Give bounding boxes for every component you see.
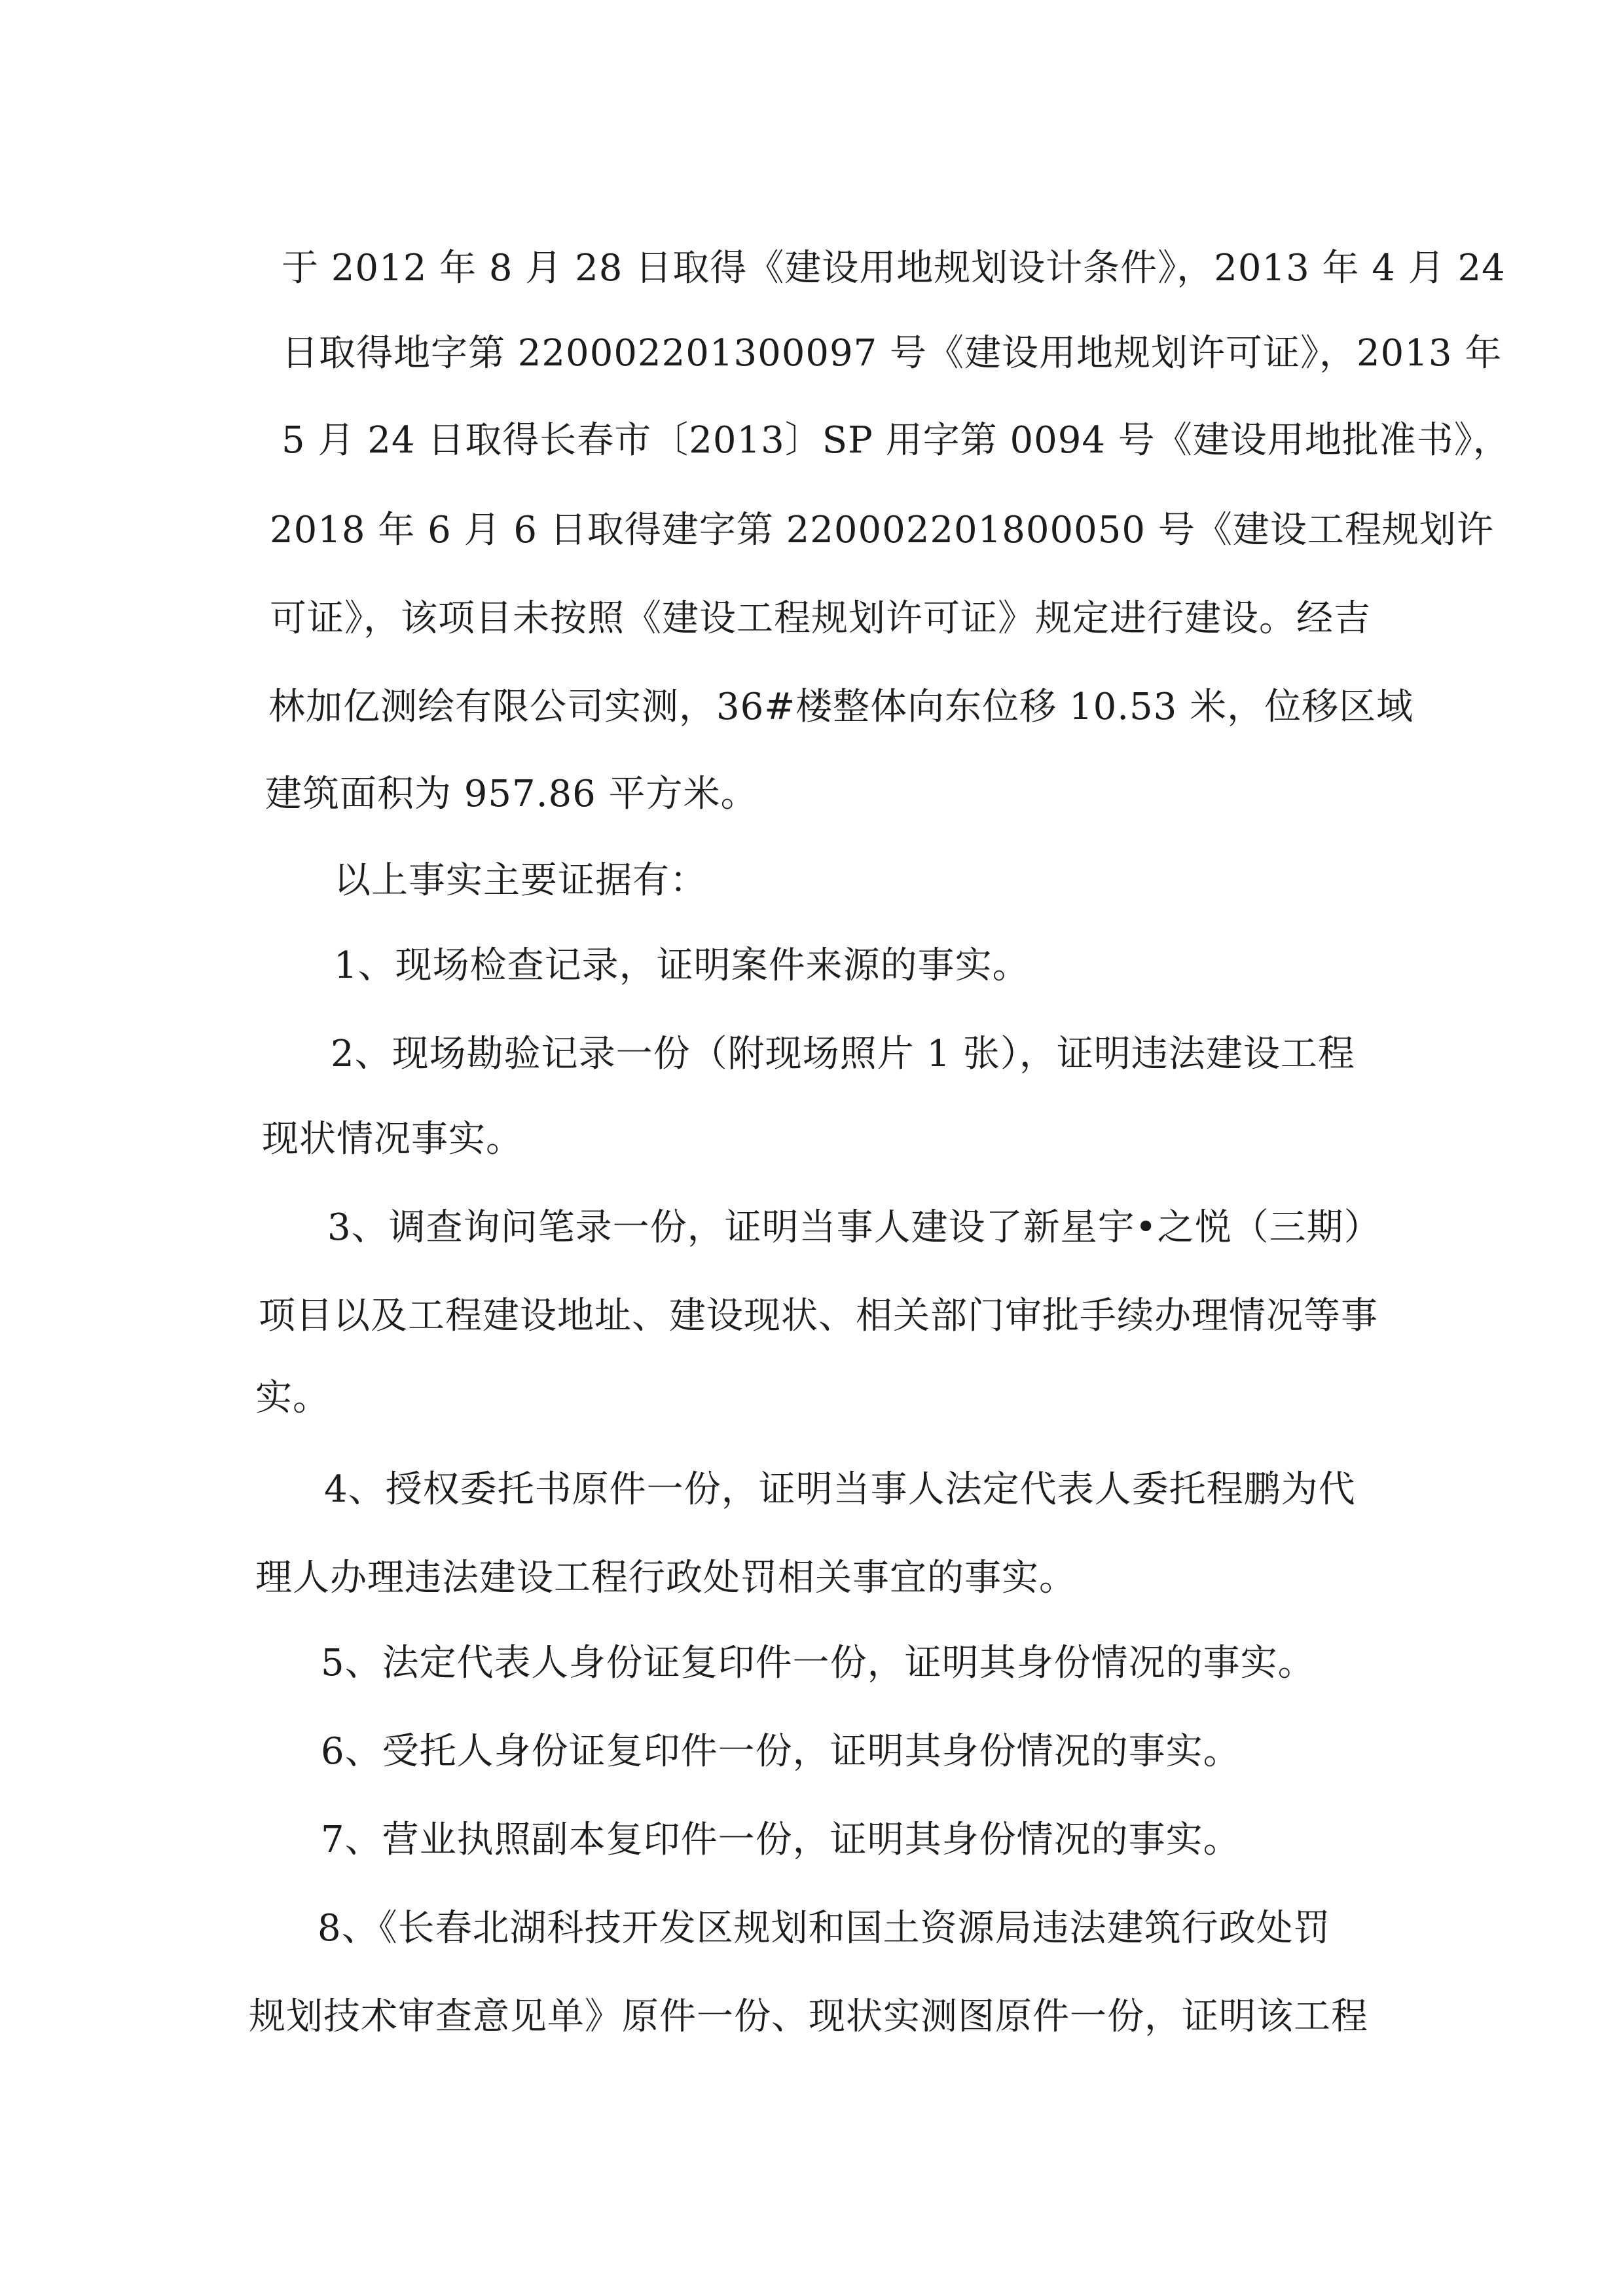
text-line: 规划技术审查意见单》原件一份、现状实测图原件一份，证明该工程 [249,1995,1368,2038]
text-line: 日取得地字第 220002201300097 号《建设用地规划许可证》，2013 年 [282,332,1503,375]
text-line: 现状情况事实。 [262,1118,523,1160]
text-line: 5、法定代表人身份证复印件一份，证明其身份情况的事实。 [321,1642,1315,1684]
text-line: 可证》，该项目未按照《建设工程规划许可证》规定进行建设。经吉 [270,597,1371,640]
text-line: 项目以及工程建设地址、建设现状、相关部门审批手续办理情况等事 [259,1295,1378,1337]
text-line: 6、受托人身份证复印件一份，证明其身份情况的事实。 [321,1730,1241,1773]
text-line: 7、营业执照副本复印件一份，证明其身份情况的事实。 [321,1819,1241,1861]
text-line: 4、授权委托书原件一份，证明当事人法定代表人委托程鹏为代 [324,1468,1356,1511]
text-line: 于 2012 年 8 月 28 日取得《建设用地规划设计条件》，2013 年 4 月 24 [282,247,1506,289]
text-line: 2、现场勘验记录一份（附现场照片 1 张），证明违法建设工程 [331,1033,1355,1075]
text-line: 3、调查询问笔录一份，证明当事人建设了新星宇•之悦（三期） [327,1206,1381,1249]
text-line: 实。 [255,1377,330,1419]
text-line: 1、现场检查记录，证明案件来源的事实。 [334,944,1030,987]
text-line: 8、《长春北湖科技开发区规划和国土资源局违法建筑行政处罚 [318,1907,1331,1950]
text-line: 以上事实主要证据有： [334,859,707,902]
text-line: 理人办理违法建设工程行政处罚相关事宜的事实。 [255,1557,1076,1599]
text-line: 5 月 24 日取得长春市〔2013〕SP 用字第 0094 号《建设用地批准书》， [282,419,1510,462]
text-line: 2018 年 6 月 6 日取得建字第 220002201800050 号《建设工程规划许 [270,509,1494,551]
text-line: 林加亿测绘有限公司实测，36#楼整体向东位移 10.53 米，位移区域 [268,686,1414,728]
text-line: 建筑面积为 957.86 平方米。 [265,773,758,815]
